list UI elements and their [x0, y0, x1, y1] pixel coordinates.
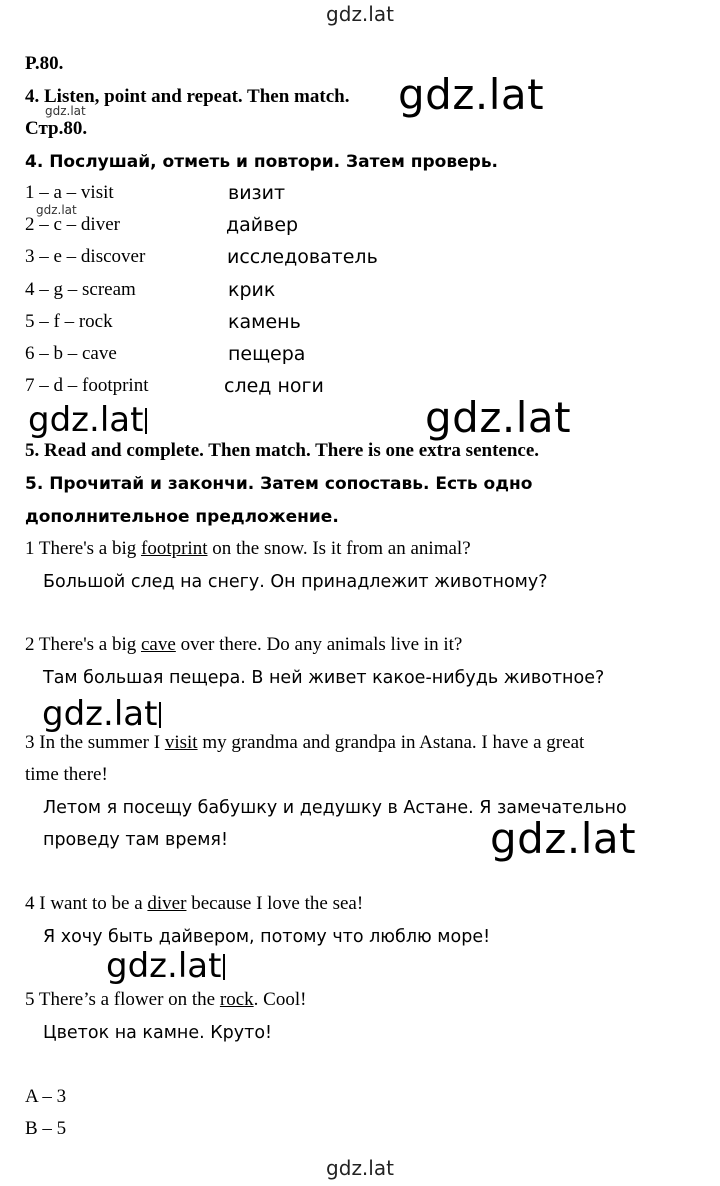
sentence-ru: Цветок на камне. Круто!: [43, 1023, 273, 1043]
answer-word: cave: [141, 634, 176, 655]
sentence-text: 3 In the summer I: [25, 732, 165, 753]
watermark-small: gdz.lat: [36, 203, 77, 217]
task4-title-ru: 4. Послушай, отметь и повтори. Затем проверь.: [25, 152, 499, 172]
cursor-mark: [145, 408, 147, 434]
watermark: [42, 694, 161, 734]
cursor-mark: [159, 702, 161, 728]
sentence-en: [25, 988, 306, 1012]
task4-title-en: 4. Listen, point and repeat. Then match.: [25, 86, 350, 107]
task5-title-en: 5. Read and complete. Then match. There is one extra sentence.: [25, 440, 540, 461]
watermark-text: gdz.lat: [106, 946, 222, 986]
sentence-ru: Большой след на снегу. Он принадлежит животному?: [43, 572, 548, 592]
sentence-en: [25, 633, 462, 657]
sentence-en: [25, 537, 471, 561]
match-right: исследователь: [227, 246, 378, 268]
page-number-en: P.80.: [25, 53, 64, 74]
sentence-text: over there. Do any animals live in it?: [175, 634, 463, 655]
sentence-text: 5 There’s a flower on the: [25, 989, 220, 1010]
sentence-text: on the snow. Is it from an animal?: [207, 538, 471, 559]
match-right: пещера: [228, 343, 306, 365]
watermark: [106, 946, 225, 986]
sentence-en-cont: time there!: [25, 764, 108, 785]
watermark-text: gdz.lat: [28, 400, 144, 440]
watermark: gdz.lat: [490, 814, 637, 863]
match-left: 5 – f – rock: [25, 311, 113, 332]
task5-title-ru-cont: дополнительное предложение.: [25, 507, 339, 527]
page-number-ru: Стр.80.: [25, 118, 88, 139]
match-right: камень: [228, 311, 301, 333]
sentence-text: my grandma and grandpa in Astana. I have a great: [197, 732, 585, 753]
cursor-mark: [223, 954, 225, 980]
site-label-top: gdz.lat: [326, 2, 394, 26]
watermark-text: gdz.lat: [42, 694, 158, 734]
sentence-ru: Я хочу быть дайвером, потому что люблю море!: [43, 927, 491, 947]
sentence-ru: Летом я посещу бабушку и дедушку в Астане. Я замечательно: [43, 798, 627, 818]
sentence-en: [25, 731, 584, 755]
task5-title-ru: 5. Прочитай и закончи. Затем сопоставь. Есть одно: [25, 474, 533, 494]
watermark: gdz.lat: [425, 393, 572, 442]
watermark-small: gdz.lat: [45, 104, 86, 118]
answer-word: diver: [147, 893, 187, 914]
watermark: [28, 400, 147, 440]
answer-word: visit: [164, 732, 198, 753]
match-right: дайвер: [226, 214, 299, 236]
sentence-text: . Cool!: [253, 989, 307, 1010]
match-left: 2 – c – diver: [25, 214, 120, 235]
sentence-ru-cont: проведу там время!: [43, 830, 228, 850]
match-right: визит: [228, 182, 286, 204]
watermark: gdz.lat: [398, 70, 545, 119]
match-left: 6 – b – cave: [25, 343, 117, 364]
answer-line: B – 5: [25, 1118, 67, 1139]
match-left: 7 – d – footprint: [25, 375, 149, 396]
match-left: 1 – a – visit: [25, 182, 114, 203]
sentence-text: because I love the sea!: [186, 893, 364, 914]
match-left: 3 – e – discover: [25, 246, 146, 267]
answer-word: rock: [219, 989, 254, 1010]
sentence-en: [25, 892, 363, 916]
site-label-bottom: gdz.lat: [326, 1156, 394, 1180]
sentence-text: 2 There's a big: [25, 634, 141, 655]
sentence-text: 1 There's a big: [25, 538, 141, 559]
answer-word: footprint: [141, 538, 208, 559]
sentence-text: 4 I want to be a: [25, 893, 148, 914]
match-right: крик: [228, 279, 276, 301]
match-right: след ноги: [224, 375, 324, 397]
answer-line: A – 3: [25, 1086, 67, 1107]
sentence-ru: Там большая пещера. В ней живет какое-нибудь животное?: [43, 668, 605, 688]
match-left: 4 – g – scream: [25, 279, 136, 300]
